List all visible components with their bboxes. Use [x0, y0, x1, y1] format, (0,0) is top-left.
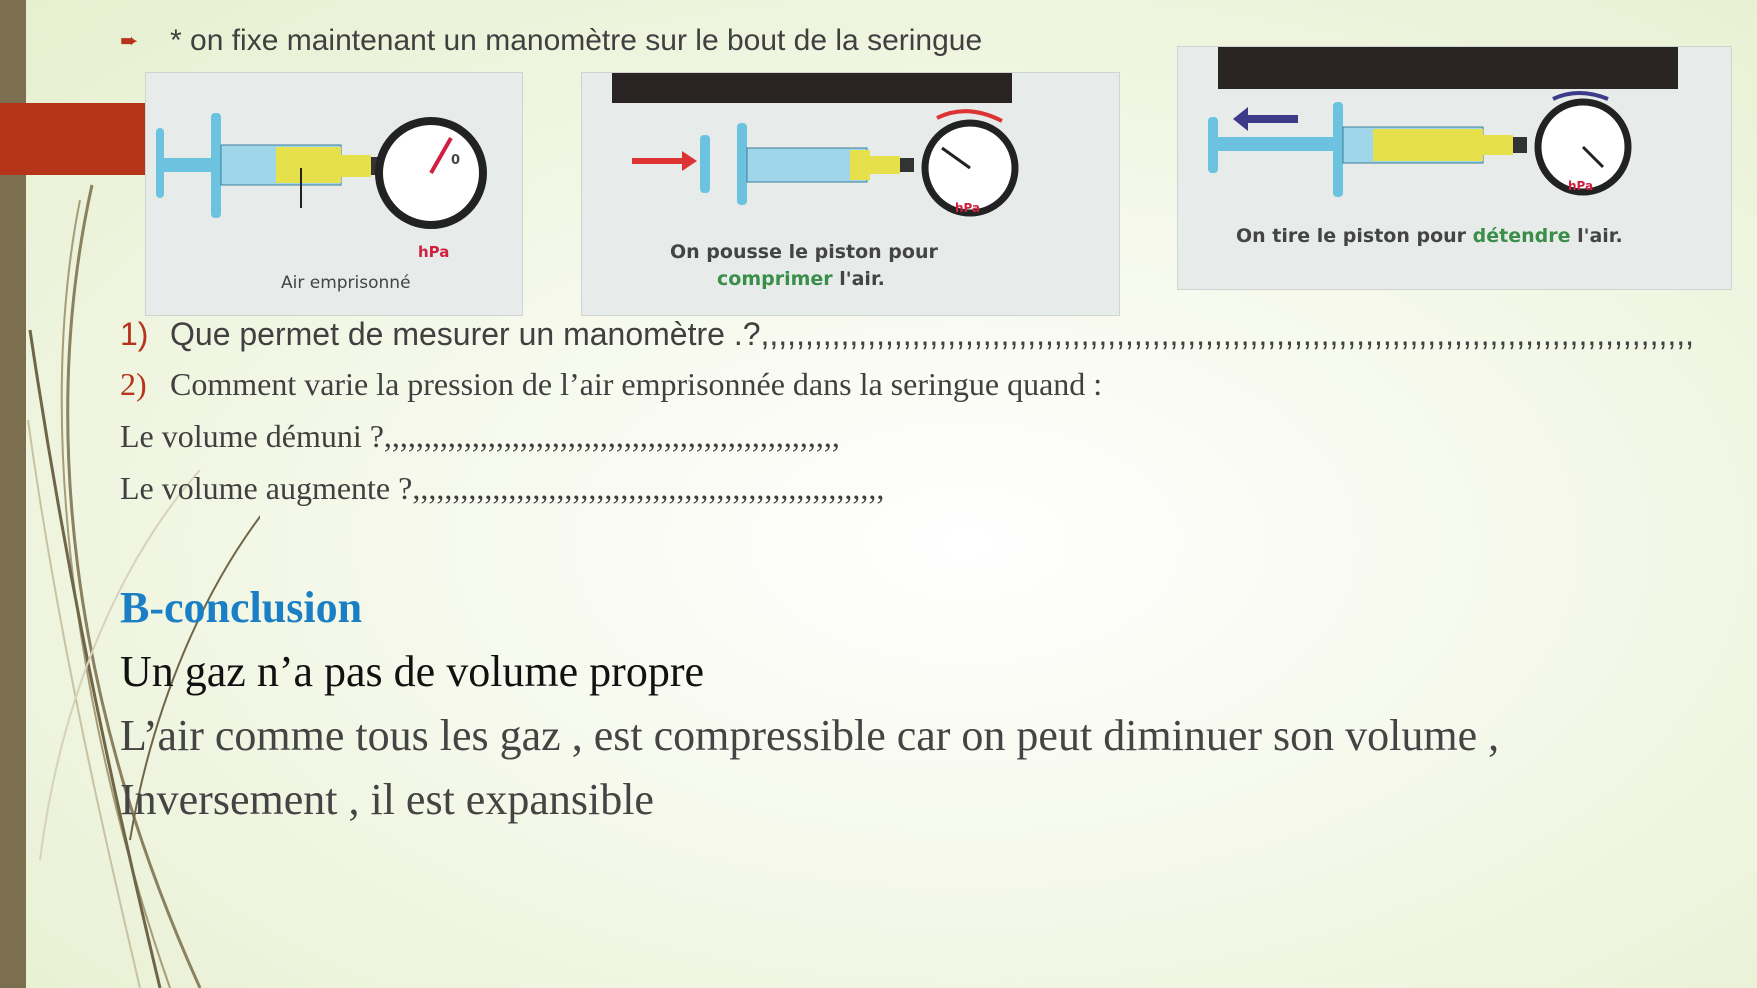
- question-2: [120, 366, 1102, 403]
- bullet-line: [120, 24, 982, 58]
- sub-question-increase: Le volume augmente ?,,,,,,,,,,,,,,,,,,,,,,,,,,,,,,,,,,,,,,,,,,,,,,,,,,,,,,,,,,,: [120, 470, 885, 506]
- red-accent-block: [0, 103, 145, 175]
- image-caption: Air emprisonné: [281, 273, 411, 293]
- arrow-bullet-icon: ➨: [120, 28, 139, 53]
- gauge-unit-label: hPa: [1568, 179, 1594, 193]
- image-caption-line2: comprimer l'air.: [717, 268, 885, 290]
- conclusion-line-3: Inversement , il est expansible: [120, 775, 654, 824]
- question-1: [120, 316, 1694, 353]
- image-caption: On pousse le piston pour: [670, 241, 938, 263]
- bullet-text: * on fixe maintenant un manomètre sur le bout de la seringue: [170, 24, 983, 57]
- question-text: Comment varie la pression de l’air emprisonnée dans la seringue quand :: [170, 366, 1103, 402]
- gauge-unit-label: hPa: [955, 201, 981, 215]
- syringe-image-trapped-air: [145, 72, 523, 316]
- syringe-image-compress: [581, 72, 1120, 316]
- question-number: 1): [120, 316, 149, 352]
- syringe-image-expand: [1177, 46, 1732, 290]
- conclusion-line-2: L’air comme tous les gaz , est compressible car on peut diminuer son volume ,: [120, 711, 1500, 760]
- syringe-gauge-illustration: [1178, 47, 1731, 289]
- conclusion-title: B-conclusion: [120, 583, 363, 632]
- question-number: 2): [120, 366, 147, 402]
- conclusion-line-1: Un gaz n’a pas de volume propre: [120, 647, 705, 696]
- gauge-zero-label: 0: [451, 153, 461, 168]
- sub-question-decrease: Le volume démuni ?,,,,,,,,,,,,,,,,,,,,,,,,,,,,,,,,,,,,,,,,,,,,,,,,,,,,,,,,,: [120, 418, 840, 454]
- image-caption: On tire le piston pour détendre l'air.: [1236, 225, 1623, 247]
- question-text: Que permet de mesurer un manomètre .?,,,,,,,,,,,,,,,,,,,,,,,,,,,,,,,,,,,,,,,,,,,,,,,,,,,,,,,,,,,,,,,,,,,,,,,,,,,,,,,,,,,,,,,,,,,,,,,,,,,,,,,,,: [170, 316, 1695, 352]
- gauge-unit-label: hPa: [418, 243, 450, 261]
